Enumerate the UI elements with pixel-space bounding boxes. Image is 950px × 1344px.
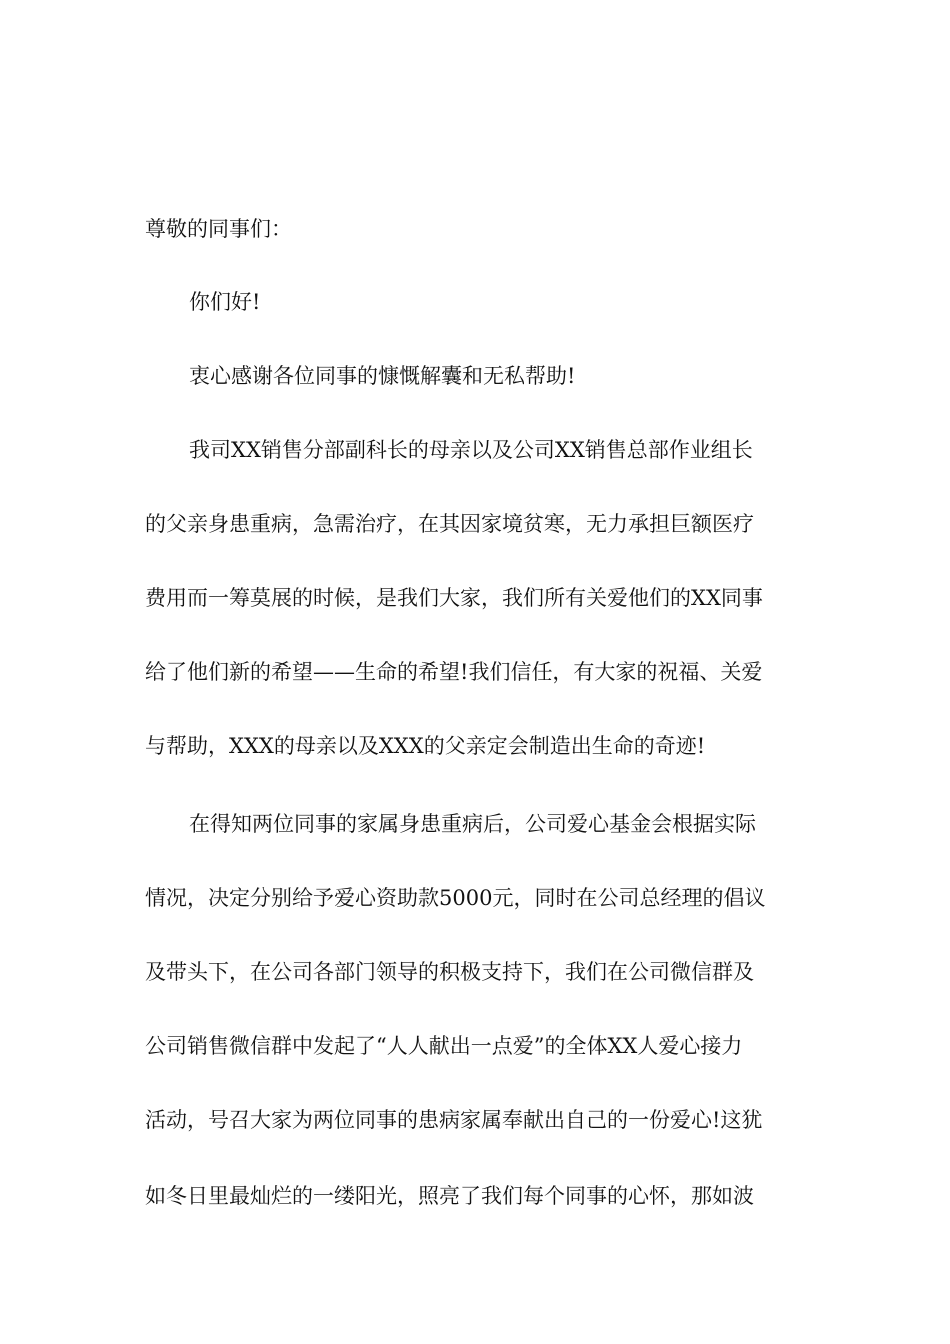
paragraph-donation-line-3: 及带头下，在公司各部门领导的积极支持下，我们在公司微信群及 — [145, 960, 754, 984]
paragraph-donation-line-4: 公司销售微信群中发起了“人人献出一点爱”的全体XX人爱心接力 — [145, 1034, 743, 1058]
letter-greeting: 尊敬的同事们： — [145, 217, 292, 241]
paragraph-donation-line-6: 如冬日里最灿烂的一缕阳光，照亮了我们每个同事的心怀，那如波 — [145, 1184, 754, 1208]
paragraph-donation-line-2: 情况，决定分别给予爱心资助款5000元，同时在公司总经理的倡议 — [145, 886, 766, 910]
paragraph-illness-line-3: 费用而一筹莫展的时候，是我们大家，我们所有关爱他们的XX同事 — [145, 586, 763, 610]
paragraph-thanks-line: 衷心感谢各位同事的慷慨解囊和无私帮助! — [189, 364, 576, 388]
paragraph-illness-line-4: 给了他们新的希望——生命的希望!我们信任，有大家的祝福、关爱 — [145, 660, 763, 684]
paragraph-illness-line-2: 的父亲身患重病，急需治疗，在其因家境贫寒，无力承担巨额医疗 — [145, 512, 754, 536]
letter-salutation: 你们好! — [189, 290, 261, 314]
paragraph-donation-line-5: 活动，号召大家为两位同事的患病家属奉献出自己的一份爱心!这犹 — [145, 1108, 763, 1132]
paragraph-illness-line-1: 我司XX销售分部副科长的母亲以及公司XX销售总部作业组长 — [189, 438, 753, 462]
paragraph-donation-line-1: 在得知两位同事的家属身患重病后，公司爱心基金会根据实际 — [189, 812, 756, 836]
paragraph-illness-line-5: 与帮助，XXX的母亲以及XXX的父亲定会制造出生命的奇迹! — [145, 734, 706, 758]
